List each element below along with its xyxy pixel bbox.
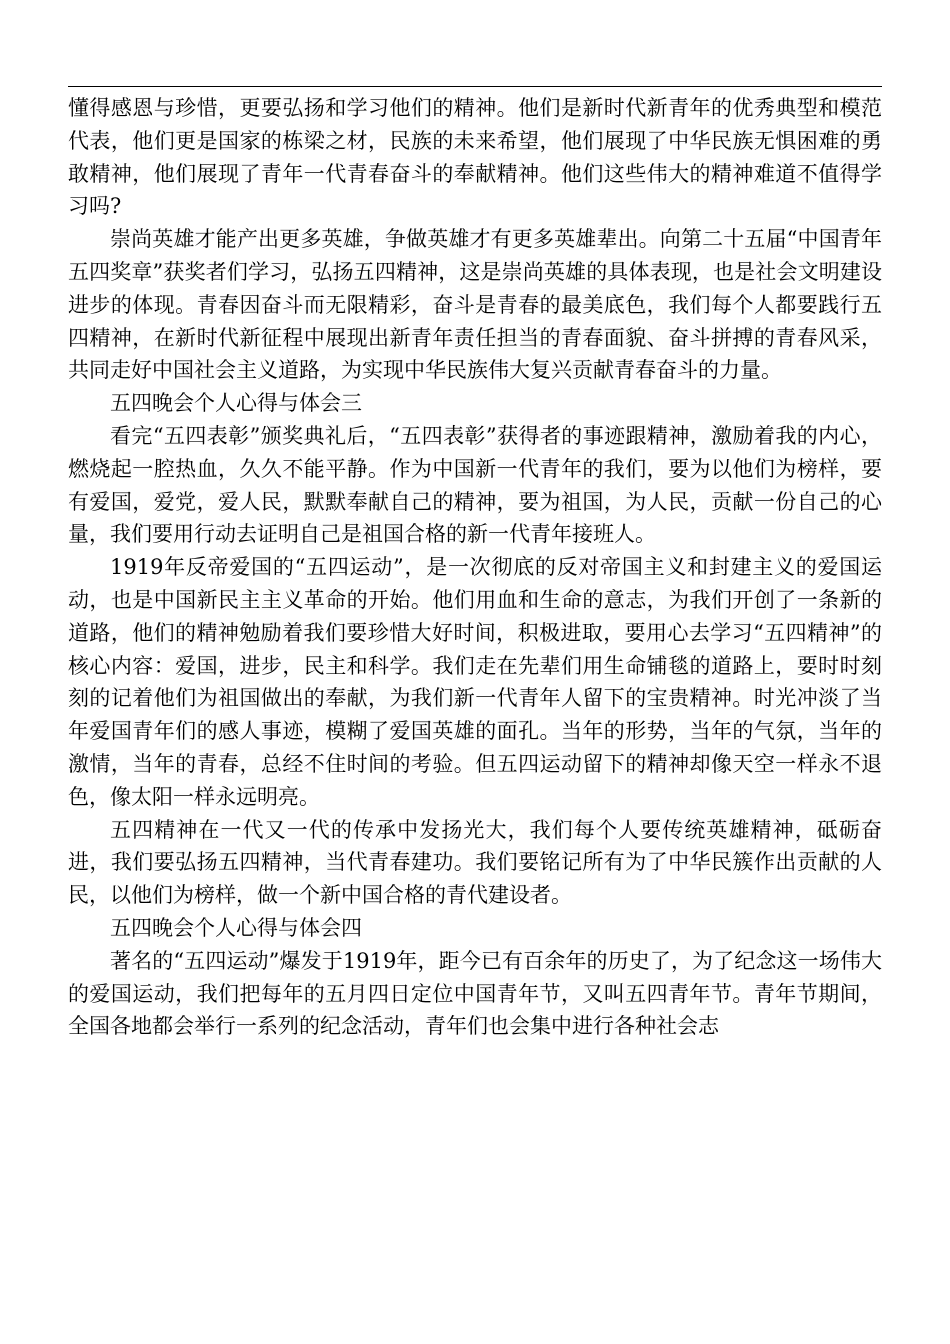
document-body (68, 92, 882, 1043)
paragraph-1: 懂得感恩与珍惜，更要弘扬和学习他们的精神。他们是新时代新青年的优秀典型和模范代表，他们更是国家的栋梁之材，民族的未来希望，他们展现了中华民族无惧困难的勇敢精神，他们展现了青年一代青春奋斗的奉献精神。他们这些伟大的精神难道不值得学习吗? (68, 96, 882, 219)
paragraph-4: 看完“五四表彰”颁奖典礼后，“五四表彰”获得者的事迹跟精神，激励着我的内心，燃烧起一腔热血，久久不能平静。作为中国新一代青年的我们，要为以他们为榜样，要有爱国，爱党，爱人民，默默奉献自己的精神，要为祖国，为人民，贡献一份自己的心量，我们要用行动去证明自己是祖国合格的新一代青年接班人。 (68, 423, 882, 547)
paragraph-8: 著名的“五四运动”爆发于1919年，距今已有百余年的历史了，为了纪念这一场伟大的爱国运动，我们把每年的五月四日定位中国青年节，又叫五四青年节。青年节期间，全国各地都会举行一系列的纪念活动，青年们也会集中进行各种社会志 (68, 948, 882, 1039)
paragraph-5: 1919年反帝爱国的“五四运动”，是一次彻底的反对帝国主义和封建主义的爱国运动，也是中国新民主主义革命的开始。他们用血和生命的意志，为我们开创了一条新的道路，他们的精神勉励着我们要珍惜大好时间，积极进取，要用心去学习“五四精神”的核心内容：爱国，进步，民主和科学。我们走在先辈们用生命铺毯的道路上，要时时刻刻的记着他们为祖国做出的奉献，为我们新一代青年人留下的宝贵精神。时光冲淡了当年爱国青年们的感人事迹，模糊了爱国英雄的面孔。当年的形势，当年的气氛，当年的激情，当年的青春，总经不住时间的考验。但五四运动留下的精神却像天空一样永不退色，像太阳一样永远明亮。 (68, 555, 882, 809)
header-rule (68, 86, 882, 87)
paragraph-2: 崇尚英雄才能产出更多英雄，争做英雄才有更多英雄辈出。向第二十五届“中国青年五四奖章”获奖者们学习，弘扬五四精神，这是崇尚英雄的具体表现，也是社会文明建设进步的体现。青春因奋斗而无限精彩，奋斗是青春的最美底色，我们每个人都要践行五四精神，在新时代新征程中展现出新青年责任担当的青春面貌、奋斗拼搏的青春风采，共同走好中国社会主义道路，为实现中华民族伟大复兴贡献青春奋斗的力量。 (68, 227, 882, 383)
section-heading-4: 五四晚会个人心得与体会四 (110, 915, 362, 940)
section-heading-3: 五四晚会个人心得与体会三 (110, 391, 362, 416)
paragraph-6: 五四精神在一代又一代的传承中发扬光大，我们每个人要传统英雄精神，砥砺奋进，我们要弘扬五四精神，当代青春建功。我们要铭记所有为了中华民簇作出贡献的人民，以他们为榜样，做一个新中国合格的青代建设者。 (68, 817, 882, 908)
